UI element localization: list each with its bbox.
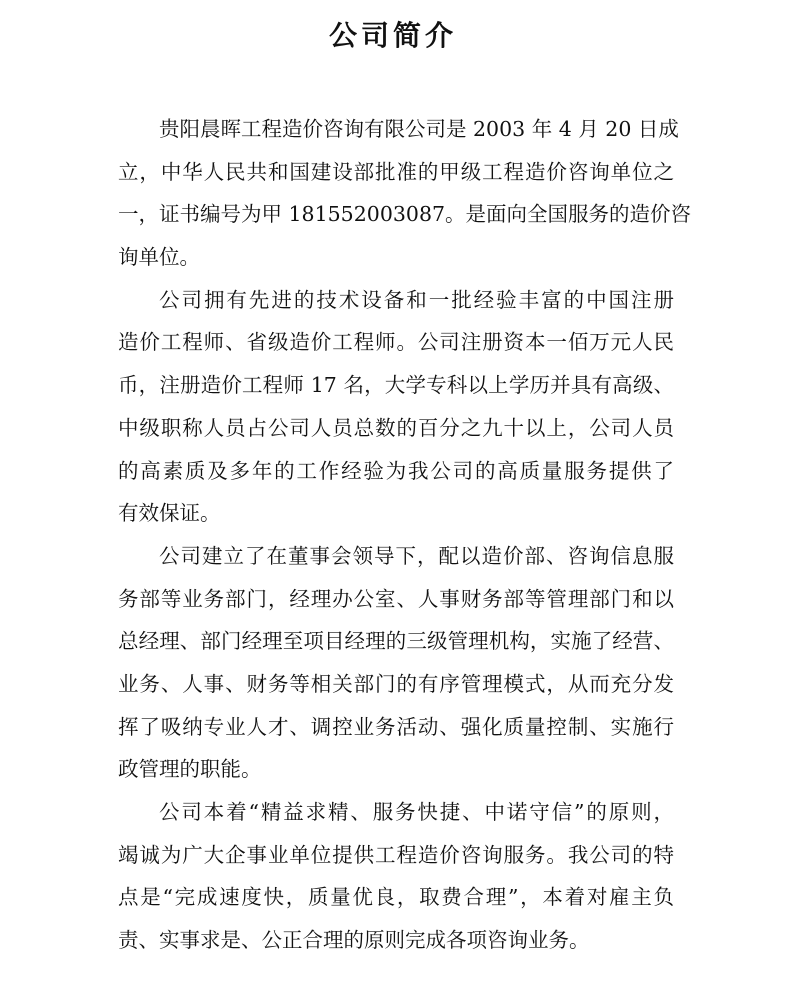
text-line: 政管理的职能。 bbox=[118, 757, 262, 782]
text-line: 公司拥有先进的技术设备和一批经验丰富的中国注册 bbox=[159, 287, 674, 312]
text-line: 点是“完成速度快，质量优良，取费合理”，本着对雇主负 bbox=[118, 885, 674, 910]
text-line: 造价工程师、省级造价工程师。公司注册资本一佰万元人民 bbox=[118, 330, 674, 355]
text-line: 币，注册造价工程师 17 名，大学专科以上学历并具有高级、 bbox=[118, 373, 674, 398]
text-line: 贵阳晨晖工程造价咨询有限公司是 2003 年 4 月 20 日成 bbox=[159, 117, 679, 141]
text-line: 公司建立了在董事会领导下，配以造价部、咨询信息服 bbox=[159, 543, 674, 568]
text-line: 挥了吸纳专业人才、调控业务活动、强化质量控制、实施行 bbox=[118, 714, 674, 739]
text-line: 总经理、部门经理至项目经理的三级管理机构，实施了经营、 bbox=[118, 629, 674, 654]
paragraph-2 bbox=[118, 279, 674, 535]
text-line: 务部等业务部门，经理办公室、人事财务部等管理部门和以 bbox=[118, 586, 674, 611]
text-line: 业务、人事、财务等相关部门的有序管理模式，从而充分发 bbox=[118, 671, 674, 696]
page-title: 公司简介 bbox=[328, 19, 457, 52]
text-line: 有效保证。 bbox=[118, 501, 221, 526]
text-line: 公司本着“精益求精、服务快捷、中诺守信”的原则， bbox=[159, 800, 674, 824]
text-line: 的高素质及多年的工作经验为我公司的高质量服务提供了 bbox=[118, 458, 674, 483]
text-line: 立，中华人民共和国建设部批准的甲级工程造价咨询单位之 bbox=[118, 159, 674, 184]
text-line: 一，证书编号为甲 181552003087。是面向全国服务的造价咨 bbox=[118, 202, 692, 227]
text-line: 中级职称人员占公司人员总数的百分之九十以上，公司人员 bbox=[118, 415, 674, 440]
paragraph-1 bbox=[118, 108, 692, 279]
text-line: 询单位。 bbox=[118, 245, 200, 270]
text-line: 责、实事求是、公正合理的原则完成各项咨询业务。 bbox=[118, 928, 590, 953]
text-line: 竭诚为广大企事业单位提供工程造价咨询服务。我公司的特 bbox=[118, 842, 674, 867]
document-body bbox=[118, 108, 692, 962]
paragraph-4 bbox=[118, 791, 674, 962]
paragraph-3 bbox=[118, 535, 674, 791]
